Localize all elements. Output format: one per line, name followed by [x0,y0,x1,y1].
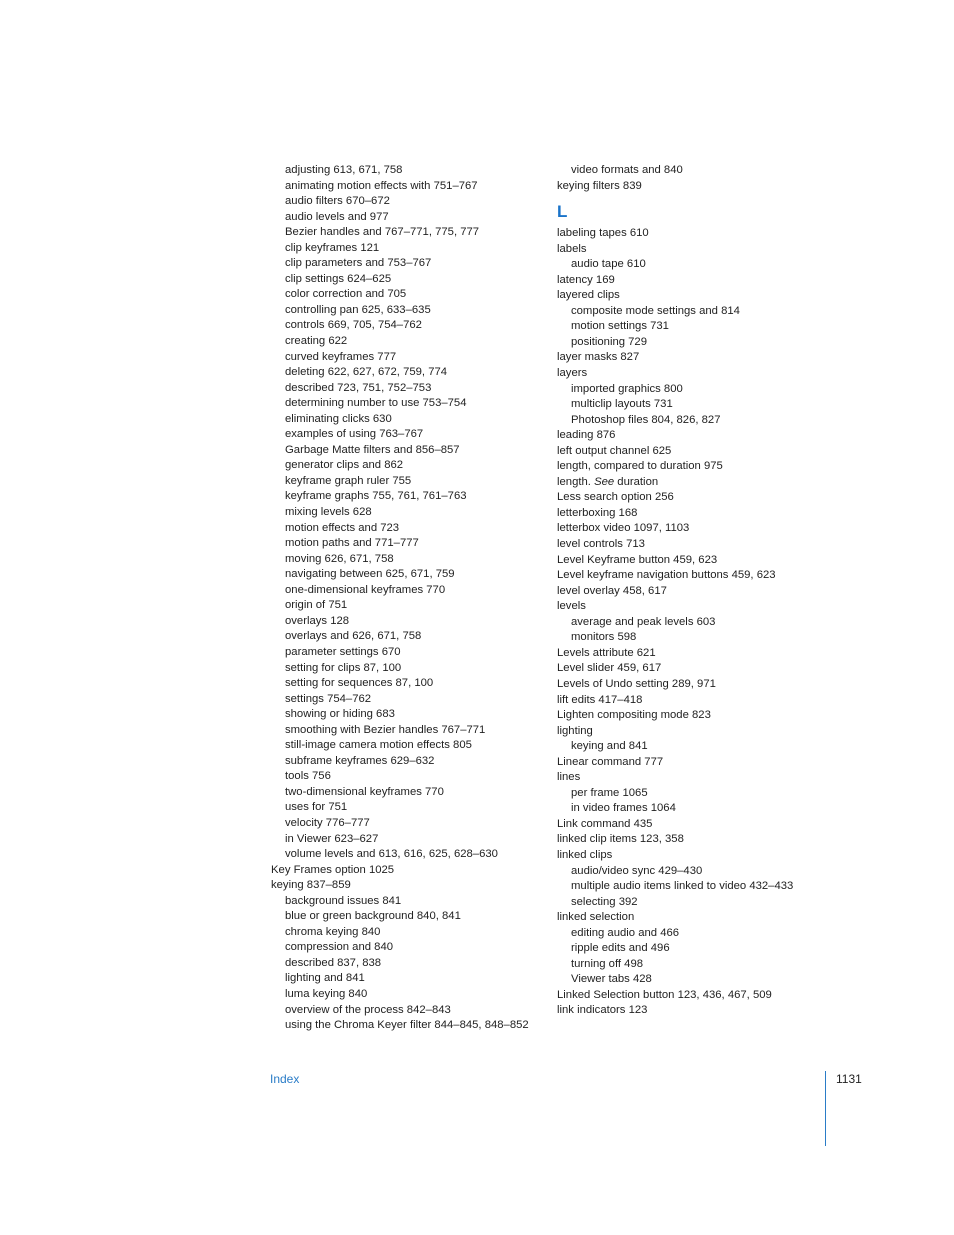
index-subentry: motion settings 731 [571,320,669,333]
index-entry: link indicators 123 [557,1004,648,1017]
index-entry: lighting [557,724,593,737]
index-subentry: overlays 128 [285,614,350,627]
index-subentry: average and peak levels 603 [571,615,716,628]
index-column-left [271,163,551,1034]
index-subentry: volume levels and 613, 616, 625, 628–630 [285,848,498,861]
index-entry: layer masks 827 [557,351,640,364]
index-subentry: blue or green background 840, 841 [285,910,461,923]
index-entry: layered clips [557,289,620,302]
index-subentry: setting for sequences 87, 100 [285,677,434,690]
index-subentry: multiple audio items linked to video 432–433 [571,880,794,893]
index-entry: Key Frames option 1025 [271,863,395,876]
index-subentry: ripple edits and 496 [571,942,670,955]
index-entry: levels [557,600,586,613]
index-subentry: motion paths and 771–777 [285,537,419,550]
index-subentry: mixing levels 628 [285,506,372,519]
index-entry: Link command 435 [557,817,653,830]
index-entry: length, compared to duration 975 [557,460,723,473]
index-subentry: imported graphics 800 [571,382,683,395]
index-subentry: color correction and 705 [285,288,407,301]
index-subentry: Photoshop files 804, 826, 827 [571,413,721,426]
index-subentry: eliminating clicks 630 [285,412,392,425]
index-entry: linked clip items 123, 358 [557,833,684,846]
index-subentry: settings 754–762 [285,692,372,705]
index-entry: leading 876 [557,429,616,442]
section-letter-heading: L [557,202,568,222]
index-entry: keying filters 839 [557,179,642,192]
index-subentry: background issues 841 [285,894,402,907]
index-entry: Linked Selection button 123, 436, 467, 509 [557,988,772,1001]
index-entry: labels [557,242,587,255]
index-subentry: keying and 841 [571,740,648,753]
index-subentry: adjusting 613, 671, 758 [285,164,403,176]
index-subentry: controls 669, 705, 754–762 [285,319,422,332]
index-subentry: two-dimensional keyframes 770 [285,785,444,798]
index-subentry: origin of 751 [285,599,348,612]
index-subentry: described 723, 751, 752–753 [285,381,432,394]
index-subentry: keyframe graph ruler 755 [285,474,412,487]
index-subentry: showing or hiding 683 [285,708,395,721]
index-subentry: clip parameters and 753–767 [285,257,432,270]
index-entry: Levels of Undo setting 289, 971 [557,677,716,690]
page-number: 1131 [836,1072,862,1086]
index-subentry: curved keyframes 777 [285,350,397,363]
index-entry: Level Keyframe button 459, 623 [557,553,718,566]
index-subentry: Viewer tabs 428 [571,973,652,986]
index-subentry: animating motion effects with 751–767 [285,179,478,192]
index-subentry: chroma keying 840 [285,925,381,938]
index-column-right [557,163,817,1019]
index-subentry: navigating between 625, 671, 759 [285,568,455,581]
index-subentry: per frame 1065 [571,786,648,799]
footer-section-title: Index [270,1072,300,1086]
index-entry: keying 837–859 [271,879,351,892]
index-entry: lift edits 417–418 [557,693,643,706]
index-subentry: moving 626, 671, 758 [285,552,394,565]
index-subentry: selecting 392 [571,895,638,908]
index-subentry: audio tape 610 [571,258,646,271]
see-reference: See [594,475,615,488]
index-subentry: editing audio and 466 [571,926,680,939]
index-subentry: Bezier handles and 767–771, 775, 777 [285,226,480,239]
index-subentry: positioning 729 [571,335,648,348]
index-subentry: video formats and 840 [571,164,683,176]
index-subentry: clip settings 624–625 [285,272,392,285]
index-subentry: composite mode settings and 814 [571,304,740,317]
index-subentry: multiclip layouts 731 [571,398,673,411]
see-target: duration [614,475,659,488]
index-subentry: still-image camera motion effects 805 [285,739,472,752]
index-subentry: in Viewer 623–627 [285,832,379,845]
index-subentry: audio filters 670–672 [285,195,390,208]
index-entry: Level slider 459, 617 [557,662,662,675]
index-subentry: one-dimensional keyframes 770 [285,583,446,596]
footer-divider [825,1071,826,1146]
index-subentry: parameter settings 670 [285,645,401,658]
index-subentry: audio levels and 977 [285,210,389,223]
index-subentry: tools 756 [285,770,331,783]
index-entry: level overlay 458, 617 [557,584,667,597]
index-subentry: keyframe graphs 755, 761, 761–763 [285,490,467,503]
index-entry: linked selection [557,911,635,924]
index-subentry: turning off 498 [571,957,644,970]
index-subentry: lighting and 841 [285,972,365,985]
index-entry: Level keyframe navigation buttons 459, 623 [557,569,776,582]
index-subentry: compression and 840 [285,941,394,954]
index-subentry: velocity 776–777 [285,816,370,829]
index-subentry: described 837, 838 [285,956,382,969]
index-subentry: using the Chroma Keyer filter 844–845, 848–852 [285,1019,529,1032]
index-subentry: overlays and 626, 671, 758 [285,630,422,643]
index-subentry: creating 622 [285,335,348,348]
index-subentry: smoothing with Bezier handles 767–771 [285,723,486,736]
index-subentry: motion effects and 723 [285,521,400,534]
index-entry: labeling tapes 610 [557,227,649,240]
index-entry: layers [557,367,588,380]
index-subentry: luma keying 840 [285,987,368,1000]
index-subentry: examples of using 763–767 [285,428,424,441]
index-entry: Less search option 256 [557,491,674,504]
index-entry: letterbox video 1097, 1103 [557,522,690,535]
index-entry: Levels attribute 621 [557,646,656,659]
index-entry [557,475,817,491]
index-entry: latency 169 [557,273,615,286]
index-subentry: uses for 751 [285,801,348,814]
index-entry: Linear command 777 [557,755,664,768]
index-subentry: Garbage Matte filters and 856–857 [285,443,460,456]
index-subentry: controlling pan 625, 633–635 [285,303,431,316]
index-subentry: determining number to use 753–754 [285,397,467,410]
index-entry: Lighten compositing mode 823 [557,709,711,722]
index-subentry: deleting 622, 627, 672, 759, 774 [285,366,448,379]
index-subentry: setting for clips 87, 100 [285,661,402,674]
index-subentry: audio/video sync 429–430 [571,864,703,877]
index-subentry: generator clips and 862 [285,459,404,472]
index-entry: lines [557,771,581,784]
index-entry: letterboxing 168 [557,506,638,519]
entry-text: length. [557,475,591,488]
index-entry: level controls 713 [557,538,645,551]
index-subentry: in video frames 1064 [571,802,676,815]
index-subentry: clip keyframes 121 [285,241,380,254]
index-subentry: monitors 598 [571,631,637,644]
index-subentry: overview of the process 842–843 [285,1003,451,1016]
index-subentry: subframe keyframes 629–632 [285,754,435,767]
index-entry: left output channel 625 [557,444,672,457]
index-entry: linked clips [557,848,613,861]
